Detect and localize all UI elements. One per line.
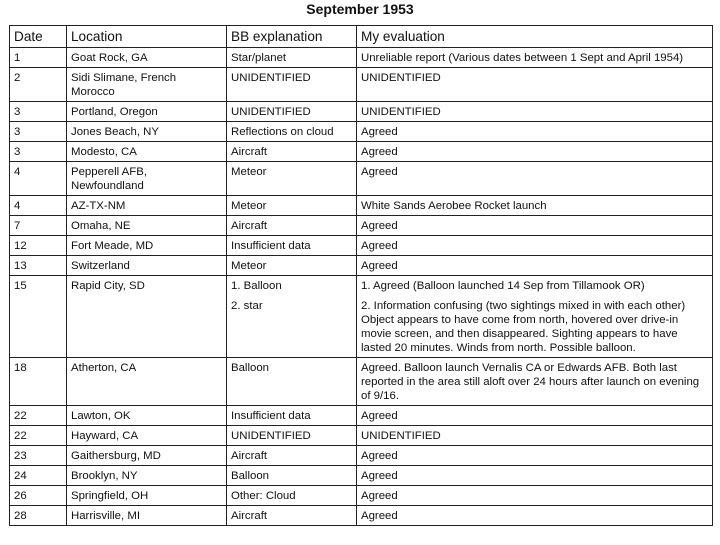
date-cell: 7 (10, 216, 67, 236)
bb-explanation-cell (227, 216, 357, 236)
location-cell: AZ-TX-NM (67, 196, 227, 216)
table-row (10, 102, 713, 122)
table-row (10, 122, 713, 142)
my-evaluation-text: 1. Agreed (Balloon launched 14 Sep from Tillamook OR) (361, 280, 645, 292)
bb-explanation-cell (227, 68, 357, 102)
table-row (10, 466, 713, 486)
bb-explanation-text: Aircraft (231, 510, 268, 522)
bb-explanation-cell (227, 102, 357, 122)
location-cell: Jones Beach, NY (67, 122, 227, 142)
my-evaluation-cell (357, 256, 713, 276)
date-cell: 4 (10, 196, 67, 216)
bb-explanation-cell (227, 162, 357, 196)
bb-explanation-cell (227, 406, 357, 426)
table-row (10, 506, 713, 526)
table-header-row (10, 26, 713, 48)
date-cell: 4 (10, 162, 67, 196)
my-evaluation-cell (357, 426, 713, 446)
bb-explanation-cell (227, 446, 357, 466)
table-row (10, 216, 713, 236)
bb-explanation-text: 2. star (231, 300, 263, 312)
location-cell: Portland, Oregon (67, 102, 227, 122)
bb-explanation-cell (227, 122, 357, 142)
bb-explanation-text: Meteor (231, 200, 267, 212)
location-cell: Modesto, CA (67, 142, 227, 162)
page-title: September 1953 (306, 1, 414, 17)
bb-explanation-cell (227, 48, 357, 68)
my-evaluation-text: Agreed (361, 410, 398, 422)
location-cell: Goat Rock, GA (67, 48, 227, 68)
my-evaluation-text: Agreed (361, 260, 398, 272)
location-cell: Brooklyn, NY (67, 466, 227, 486)
location-cell: Switzerland (67, 256, 227, 276)
bb-explanation-cell (227, 276, 357, 358)
sightings-table (9, 25, 713, 526)
my-evaluation-text: Agreed. Balloon launch Vernalis CA or Edwards AFB. Both last reported in the area still aloft over 24 hours after launch on evening of 9/16. (361, 362, 700, 402)
table-row (10, 236, 713, 256)
my-evaluation-text: Agreed (361, 166, 398, 178)
my-evaluation-text: Agreed (361, 470, 398, 482)
my-evaluation-text: UNIDENTIFIED (361, 430, 441, 442)
location-cell: Gaithersburg, MD (67, 446, 227, 466)
location-cell: Harrisville, MI (67, 506, 227, 526)
my-evaluation-cell (357, 196, 713, 216)
date-cell: 15 (10, 276, 67, 358)
location-cell: Hayward, CA (67, 426, 227, 446)
my-evaluation-text: UNIDENTIFIED (361, 106, 441, 118)
table-row (10, 276, 713, 358)
bb-explanation-text: UNIDENTIFIED (231, 430, 311, 442)
table-row (10, 196, 713, 216)
my-evaluation-cell (357, 216, 713, 236)
table-row (10, 358, 713, 406)
table-row (10, 68, 713, 102)
bb-explanation-text: UNIDENTIFIED (231, 106, 311, 118)
date-cell: 12 (10, 236, 67, 256)
my-evaluation-text: Agreed (361, 126, 398, 138)
bb-explanation-text: Aircraft (231, 220, 268, 232)
my-evaluation-cell (357, 162, 713, 196)
date-cell: 22 (10, 406, 67, 426)
my-evaluation-text: 2. Information confusing (two sightings mixed in with each other) Object appears to have come from north, hovered over drive-in movie screen, and then disappeared. Sighting appears to have lasted 20 minutes. Winds from north. Possible balloon. (361, 300, 686, 354)
my-evaluation-cell (357, 486, 713, 506)
date-cell: 2 (10, 68, 67, 102)
bb-explanation-cell (227, 466, 357, 486)
location-cell: Pepperell AFB, Newfoundland (67, 162, 227, 196)
table-row (10, 406, 713, 426)
bb-explanation-text: 1. Balloon (231, 280, 282, 292)
bb-explanation-text: Reflections on cloud (231, 126, 334, 138)
date-cell: 24 (10, 466, 67, 486)
my-evaluation-text: UNIDENTIFIED (361, 72, 441, 84)
date-cell: 1 (10, 48, 67, 68)
date-cell: 28 (10, 506, 67, 526)
my-evaluation-cell (357, 236, 713, 256)
header-bb-explanation: BB explanation (227, 26, 357, 48)
bb-explanation-text: Other: Cloud (231, 490, 296, 502)
bb-explanation-cell (227, 358, 357, 406)
header-location: Location (67, 26, 227, 48)
table-body (10, 48, 713, 526)
bb-explanation-text: Aircraft (231, 450, 268, 462)
table-row (10, 426, 713, 446)
my-evaluation-text: Agreed (361, 146, 398, 158)
header-my-evaluation: My evaluation (357, 26, 713, 48)
table-row (10, 486, 713, 506)
my-evaluation-cell (357, 142, 713, 162)
my-evaluation-cell (357, 406, 713, 426)
table-row (10, 48, 713, 68)
date-cell: 23 (10, 446, 67, 466)
my-evaluation-text: Agreed (361, 240, 398, 252)
location-cell: Lawton, OK (67, 406, 227, 426)
bb-explanation-cell (227, 486, 357, 506)
my-evaluation-text: White Sands Aerobee Rocket launch (361, 200, 547, 212)
bb-explanation-text: Insufficient data (231, 240, 311, 252)
table-row (10, 256, 713, 276)
my-evaluation-text: Agreed (361, 450, 398, 462)
location-cell: Omaha, NE (67, 216, 227, 236)
date-cell: 26 (10, 486, 67, 506)
date-cell: 13 (10, 256, 67, 276)
my-evaluation-cell (357, 276, 713, 358)
bb-explanation-cell (227, 196, 357, 216)
my-evaluation-text: Unreliable report (Various dates between 1 Sept and April 1954) (361, 52, 684, 64)
location-cell: Sidi Slimane, French Morocco (67, 68, 227, 102)
bb-explanation-cell (227, 506, 357, 526)
my-evaluation-text: Agreed (361, 490, 398, 502)
location-cell: Springfield, OH (67, 486, 227, 506)
bb-explanation-cell (227, 142, 357, 162)
location-cell: Atherton, CA (67, 358, 227, 406)
bb-explanation-cell (227, 426, 357, 446)
date-cell: 22 (10, 426, 67, 446)
my-evaluation-cell (357, 102, 713, 122)
bb-explanation-text: Meteor (231, 166, 267, 178)
my-evaluation-cell (357, 122, 713, 142)
my-evaluation-text: Agreed (361, 510, 398, 522)
my-evaluation-cell (357, 446, 713, 466)
bb-explanation-text: UNIDENTIFIED (231, 72, 311, 84)
bb-explanation-cell (227, 236, 357, 256)
my-evaluation-cell (357, 506, 713, 526)
bb-explanation-text: Balloon (231, 362, 269, 374)
date-cell: 3 (10, 102, 67, 122)
bb-explanation-text: Balloon (231, 470, 269, 482)
table-row (10, 142, 713, 162)
my-evaluation-cell (357, 358, 713, 406)
my-evaluation-cell (357, 48, 713, 68)
date-cell: 3 (10, 142, 67, 162)
bb-explanation-text: Meteor (231, 260, 267, 272)
my-evaluation-text: Agreed (361, 220, 398, 232)
bb-explanation-text: Aircraft (231, 146, 268, 158)
bb-explanation-text: Insufficient data (231, 410, 311, 422)
my-evaluation-cell (357, 68, 713, 102)
bb-explanation-text: Star/planet (231, 52, 287, 64)
location-cell: Fort Meade, MD (67, 236, 227, 256)
table-row (10, 446, 713, 466)
bb-explanation-cell (227, 256, 357, 276)
table-row (10, 162, 713, 196)
my-evaluation-cell (357, 466, 713, 486)
date-cell: 3 (10, 122, 67, 142)
date-cell: 18 (10, 358, 67, 406)
location-cell: Rapid City, SD (67, 276, 227, 358)
header-date: Date (10, 26, 67, 48)
